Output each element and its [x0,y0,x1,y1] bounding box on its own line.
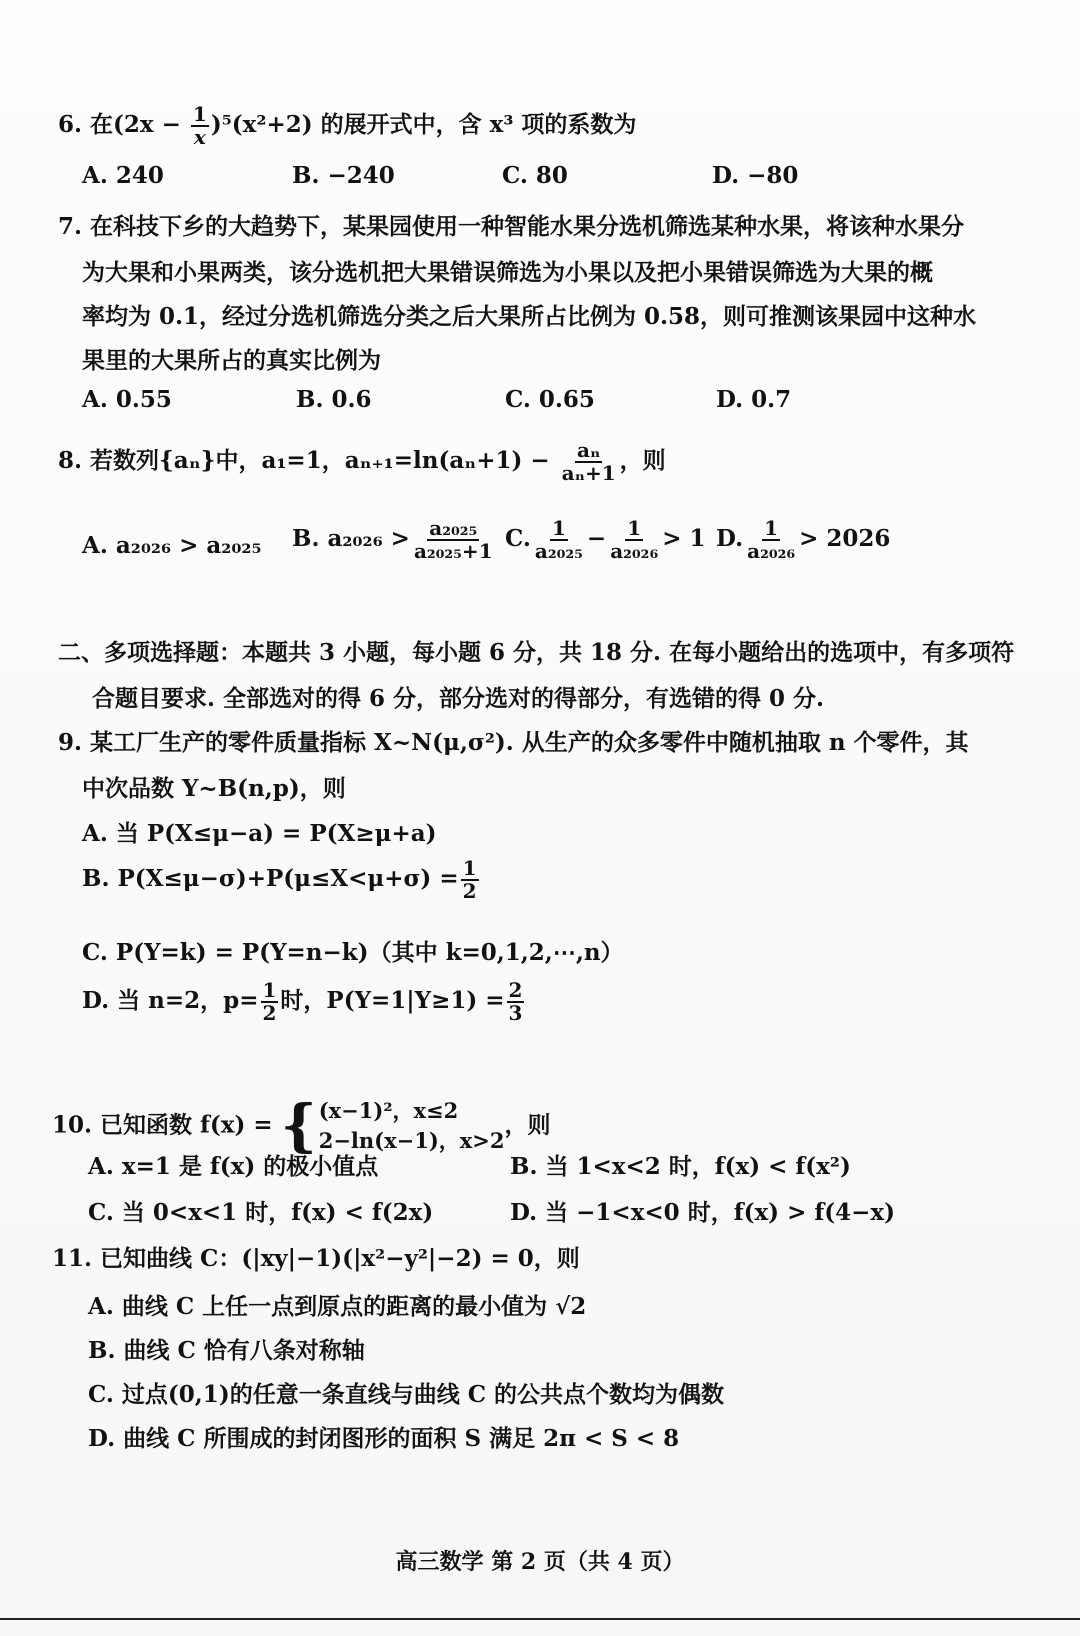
q11-option-c: C. 过点(0,1)的任意一条直线与曲线 C 的公共点个数均为偶数 [88,1381,725,1408]
q8-option-c [505,518,706,562]
q6-frac-den: x [193,125,206,149]
q8-option-d-suffix: > 2026 [799,525,891,552]
q9-option-b-fraction [461,858,479,902]
q6-option-d: D. −80 [712,162,799,189]
q9-line-2: 中次品数 Y~B(n,p)，则 [82,775,346,802]
q10-prefix: 10. 已知函数 f(x) = [52,1111,273,1139]
q10-suffix: ，则 [504,1111,551,1139]
q8-option-a: A. a₂₀₂₆ > a₂₀₂₅ [82,532,262,559]
q8-option-c-suffix: > 1 [662,525,706,552]
q9-option-d-middle: 时，P(Y=1|Y≥1) = [280,987,505,1014]
q8-option-d-den: a₂₀₂₆ [747,539,796,563]
q8-option-c-num2: 1 [627,516,642,540]
q10-piece-2: 2−ln(x−1)，x>2 [318,1128,505,1154]
q6-option-c: C. 80 [502,162,568,189]
q6-option-a: A. 240 [82,162,164,189]
q8-option-c-den1: a₂₀₂₅ [534,539,583,563]
q9-option-d-den2: 3 [508,1001,523,1025]
q8-option-c-prefix: C. [505,525,531,552]
q7-option-c: C. 0.65 [505,386,595,413]
q9-option-b-prefix: B. P(X≤μ−σ)+P(μ≤X<μ+σ) = [82,865,459,892]
q8-option-b-den: a₂₀₂₅+1 [413,539,493,563]
q9-option-d [82,980,526,1024]
q10-option-c: C. 当 0<x<1 时，f(x) < f(2x) [88,1199,434,1226]
q11-stem: 11. 已知曲线 C：(|xy|−1)(|x²−y²|−2) = 0，则 [52,1245,580,1272]
q7-option-d: D. 0.7 [716,386,792,413]
section-2-heading-line-1: 二、多项选择题：本题共 3 小题，每小题 6 分，共 18 分. 在每小题给出的选项中，有多项符 [58,639,1015,666]
q8-option-b-fraction [412,518,495,562]
q10-option-a: A. x=1 是 f(x) 的极小值点 [88,1153,379,1180]
q9-option-b-den: 2 [462,879,477,903]
q7-line-3: 率均为 0.1，经过分选机筛选分类之后大果所占比例为 0.58，则可推测该果园中这种水 [82,303,977,330]
q6-prefix: 6. 在(2x − [58,111,189,138]
q8-frac-num: aₙ [576,438,601,462]
q11-option-a: A. 曲线 C 上任一点到原点的距离的最小值为 √2 [88,1293,587,1320]
q8-frac-den: aₙ+1 [561,461,616,485]
q8-suffix: ，则 [619,447,666,474]
q8-option-d-prefix: D. [716,525,744,552]
q8-option-d [716,518,890,562]
q7-line-4: 果里的大果所占的真实比例为 [82,347,381,374]
q8-option-d-fraction [745,518,797,562]
q9-option-b [82,858,481,902]
q8-option-b-num: a₂₀₂₅ [429,516,478,540]
q8-option-c-fraction-1 [533,518,585,562]
question-6-stem [58,104,636,148]
page-footer: 高三数学 第 2 页（共 4 页） [395,1549,685,1575]
section-2-heading-line-2: 合题目要求. 全部选对的得 6 分，部分选对的得部分，有选错的得 0 分. [92,685,825,712]
q10-option-b: B. 当 1<x<2 时，f(x) < f(x²) [510,1153,851,1180]
q9-option-d-num2: 2 [508,978,523,1002]
q10-piecewise-brace: { [280,1093,317,1160]
q9-option-d-fraction-1 [261,980,279,1024]
q9-line-1: 9. 某工厂生产的零件质量指标 X~N(μ,σ²). 从生产的众多零件中随机抽取 n 个零件，其 [58,729,969,756]
q9-option-b-num: 1 [462,856,477,880]
q10-option-d: D. 当 −1<x<0 时，f(x) > f(4−x) [510,1199,895,1226]
q7-option-a: A. 0.55 [82,386,172,413]
q10-piece-1: (x−1)²，x≤2 [318,1098,459,1123]
q8-option-c-num1: 1 [551,516,566,540]
q6-fraction [191,104,209,148]
q6-option-b: B. −240 [292,162,395,189]
q9-option-d-den1: 2 [262,1001,277,1025]
q8-prefix: 8. 若数列{aₙ}中，a₁=1，aₙ₊₁=ln(aₙ+1) − [58,447,558,474]
q8-option-c-minus: − [586,525,607,552]
q7-line-2: 为大果和小果两类，该分选机把大果错误筛选为小果以及把小果错误筛选为大果的概 [82,259,933,286]
q8-fraction [560,440,618,484]
q8-option-b-prefix: B. a₂₀₂₆ > [292,525,410,552]
q11-option-b: B. 曲线 C 恰有八条对称轴 [88,1337,365,1364]
q6-suffix: )⁵(x²+2) 的展开式中，含 x³ 项的系数为 [210,111,637,138]
q7-option-b: B. 0.6 [296,386,372,413]
question-8-stem [58,440,666,484]
q7-line-1: 7. 在科技下乡的大趋势下，某果园使用一种智能水果分选机筛选某种水果，将该种水果分 [58,213,965,240]
q9-option-d-num1: 1 [262,978,277,1002]
q8-option-c-den2: a₂₀₂₆ [610,539,659,563]
q9-option-d-prefix: D. 当 n=2，p= [82,987,259,1014]
q6-frac-num: 1 [192,102,207,126]
q8-option-c-fraction-2 [608,518,660,562]
q11-option-d: D. 曲线 C 所围成的封闭图形的面积 S 满足 2π < S < 8 [88,1425,680,1452]
q9-option-c: C. P(Y=k) = P(Y=n−k)（其中 k=0,1,2,⋯,n） [82,939,624,966]
bottom-divider [0,1618,1080,1620]
q9-option-d-fraction-2 [507,980,525,1024]
q8-option-b [292,518,497,562]
q9-option-a: A. 当 P(X≤μ−a) = P(X≥μ+a) [82,820,437,847]
q8-option-d-num: 1 [764,516,779,540]
